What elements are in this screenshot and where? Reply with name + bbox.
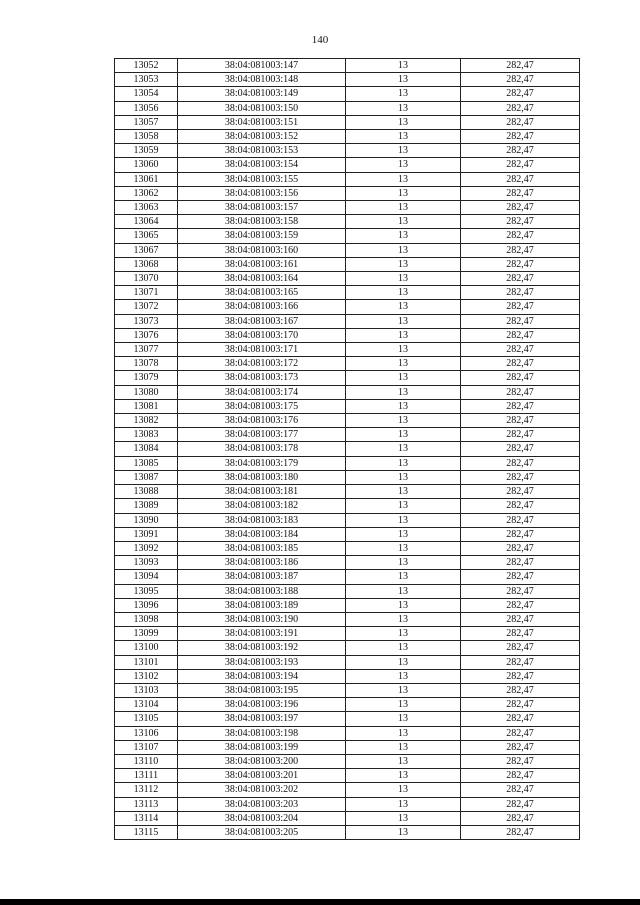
record-number-cell: 13092 <box>115 541 178 555</box>
zone-code-cell: 13 <box>346 442 461 456</box>
table-row <box>115 584 580 598</box>
zone-code-cell: 13 <box>346 825 461 839</box>
record-number-cell: 13087 <box>115 470 178 484</box>
cadastral-number-cell: 38:04:081003:151 <box>178 115 346 129</box>
zone-code-cell: 13 <box>346 59 461 73</box>
table-row <box>115 300 580 314</box>
cadastral-number-cell: 38:04:081003:155 <box>178 172 346 186</box>
table-row <box>115 726 580 740</box>
table-row <box>115 769 580 783</box>
cadastral-number-cell: 38:04:081003:187 <box>178 570 346 584</box>
record-number-cell: 13110 <box>115 754 178 768</box>
record-number-cell: 13081 <box>115 399 178 413</box>
area-cell: 282,47 <box>461 541 580 555</box>
area-cell: 282,47 <box>461 485 580 499</box>
cadastral-number-cell: 38:04:081003:173 <box>178 371 346 385</box>
area-cell: 282,47 <box>461 399 580 413</box>
record-number-cell: 13093 <box>115 556 178 570</box>
table-row <box>115 314 580 328</box>
record-number-cell: 13090 <box>115 513 178 527</box>
table-row <box>115 201 580 215</box>
area-cell: 282,47 <box>461 371 580 385</box>
cadastral-number-cell: 38:04:081003:204 <box>178 811 346 825</box>
table-row <box>115 598 580 612</box>
table-row <box>115 172 580 186</box>
record-number-cell: 13063 <box>115 201 178 215</box>
table-row <box>115 144 580 158</box>
cadastral-number-cell: 38:04:081003:175 <box>178 399 346 413</box>
zone-code-cell: 13 <box>346 769 461 783</box>
zone-code-cell: 13 <box>346 286 461 300</box>
zone-code-cell: 13 <box>346 811 461 825</box>
cadastral-table <box>114 58 580 840</box>
table-row <box>115 371 580 385</box>
record-number-cell: 13113 <box>115 797 178 811</box>
record-number-cell: 13096 <box>115 598 178 612</box>
record-number-cell: 13101 <box>115 655 178 669</box>
record-number-cell: 13091 <box>115 527 178 541</box>
table-row <box>115 527 580 541</box>
table-row <box>115 712 580 726</box>
area-cell: 282,47 <box>461 783 580 797</box>
zone-code-cell: 13 <box>346 229 461 243</box>
area-cell: 282,47 <box>461 683 580 697</box>
zone-code-cell: 13 <box>346 698 461 712</box>
cadastral-number-cell: 38:04:081003:172 <box>178 357 346 371</box>
cadastral-number-cell: 38:04:081003:196 <box>178 698 346 712</box>
table-row <box>115 470 580 484</box>
zone-code-cell: 13 <box>346 470 461 484</box>
cadastral-number-cell: 38:04:081003:194 <box>178 669 346 683</box>
record-number-cell: 13105 <box>115 712 178 726</box>
cadastral-number-cell: 38:04:081003:156 <box>178 186 346 200</box>
table-row <box>115 215 580 229</box>
cadastral-number-cell: 38:04:081003:159 <box>178 229 346 243</box>
zone-code-cell: 13 <box>346 73 461 87</box>
area-cell: 282,47 <box>461 201 580 215</box>
page-number: 140 <box>311 34 329 46</box>
cadastral-number-cell: 38:04:081003:202 <box>178 783 346 797</box>
cadastral-number-cell: 38:04:081003:193 <box>178 655 346 669</box>
area-cell: 282,47 <box>461 59 580 73</box>
cadastral-number-cell: 38:04:081003:148 <box>178 73 346 87</box>
table-row <box>115 570 580 584</box>
area-cell: 282,47 <box>461 286 580 300</box>
cadastral-number-cell: 38:04:081003:164 <box>178 272 346 286</box>
zone-code-cell: 13 <box>346 215 461 229</box>
zone-code-cell: 13 <box>346 428 461 442</box>
zone-code-cell: 13 <box>346 499 461 513</box>
record-number-cell: 13076 <box>115 328 178 342</box>
record-number-cell: 13088 <box>115 485 178 499</box>
area-cell: 282,47 <box>461 797 580 811</box>
cadastral-number-cell: 38:04:081003:161 <box>178 257 346 271</box>
zone-code-cell: 13 <box>346 726 461 740</box>
zone-code-cell: 13 <box>346 343 461 357</box>
zone-code-cell: 13 <box>346 754 461 768</box>
zone-code-cell: 13 <box>346 300 461 314</box>
zone-code-cell: 13 <box>346 328 461 342</box>
area-cell: 282,47 <box>461 825 580 839</box>
table-row <box>115 627 580 641</box>
record-number-cell: 13104 <box>115 698 178 712</box>
area-cell: 282,47 <box>461 769 580 783</box>
zone-code-cell: 13 <box>346 101 461 115</box>
cadastral-number-cell: 38:04:081003:191 <box>178 627 346 641</box>
table-row <box>115 513 580 527</box>
area-cell: 282,47 <box>461 641 580 655</box>
cadastral-number-cell: 38:04:081003:177 <box>178 428 346 442</box>
record-number-cell: 13103 <box>115 683 178 697</box>
zone-code-cell: 13 <box>346 385 461 399</box>
area-cell: 282,47 <box>461 87 580 101</box>
cadastral-number-cell: 38:04:081003:165 <box>178 286 346 300</box>
area-cell: 282,47 <box>461 698 580 712</box>
area-cell: 282,47 <box>461 754 580 768</box>
record-number-cell: 13064 <box>115 215 178 229</box>
zone-code-cell: 13 <box>346 172 461 186</box>
table-row <box>115 186 580 200</box>
zone-code-cell: 13 <box>346 158 461 172</box>
cadastral-number-cell: 38:04:081003:160 <box>178 243 346 257</box>
cadastral-number-cell: 38:04:081003:152 <box>178 130 346 144</box>
table-row <box>115 811 580 825</box>
record-number-cell: 13083 <box>115 428 178 442</box>
area-cell: 282,47 <box>461 527 580 541</box>
area-cell: 282,47 <box>461 470 580 484</box>
record-number-cell: 13073 <box>115 314 178 328</box>
cadastral-number-cell: 38:04:081003:188 <box>178 584 346 598</box>
area-cell: 282,47 <box>461 627 580 641</box>
area-cell: 282,47 <box>461 172 580 186</box>
area-cell: 282,47 <box>461 712 580 726</box>
table-row <box>115 754 580 768</box>
zone-code-cell: 13 <box>346 584 461 598</box>
cadastral-number-cell: 38:04:081003:166 <box>178 300 346 314</box>
record-number-cell: 13068 <box>115 257 178 271</box>
zone-code-cell: 13 <box>346 655 461 669</box>
area-cell: 282,47 <box>461 300 580 314</box>
zone-code-cell: 13 <box>346 243 461 257</box>
table-row <box>115 456 580 470</box>
zone-code-cell: 13 <box>346 712 461 726</box>
cadastral-number-cell: 38:04:081003:174 <box>178 385 346 399</box>
table-row <box>115 414 580 428</box>
record-number-cell: 13080 <box>115 385 178 399</box>
cadastral-number-cell: 38:04:081003:171 <box>178 343 346 357</box>
area-cell: 282,47 <box>461 158 580 172</box>
area-cell: 282,47 <box>461 513 580 527</box>
table-row <box>115 158 580 172</box>
record-number-cell: 13085 <box>115 456 178 470</box>
area-cell: 282,47 <box>461 442 580 456</box>
record-number-cell: 13052 <box>115 59 178 73</box>
record-number-cell: 13106 <box>115 726 178 740</box>
zone-code-cell: 13 <box>346 272 461 286</box>
record-number-cell: 13115 <box>115 825 178 839</box>
record-number-cell: 13079 <box>115 371 178 385</box>
table-row <box>115 229 580 243</box>
record-number-cell: 13111 <box>115 769 178 783</box>
record-number-cell: 13067 <box>115 243 178 257</box>
record-number-cell: 13061 <box>115 172 178 186</box>
zone-code-cell: 13 <box>346 414 461 428</box>
area-cell: 282,47 <box>461 343 580 357</box>
table-row <box>115 612 580 626</box>
record-number-cell: 13070 <box>115 272 178 286</box>
cadastral-number-cell: 38:04:081003:190 <box>178 612 346 626</box>
area-cell: 282,47 <box>461 584 580 598</box>
cadastral-number-cell: 38:04:081003:179 <box>178 456 346 470</box>
cadastral-number-cell: 38:04:081003:201 <box>178 769 346 783</box>
cadastral-number-cell: 38:04:081003:200 <box>178 754 346 768</box>
area-cell: 282,47 <box>461 428 580 442</box>
zone-code-cell: 13 <box>346 399 461 413</box>
zone-code-cell: 13 <box>346 669 461 683</box>
cadastral-number-cell: 38:04:081003:189 <box>178 598 346 612</box>
table-row <box>115 669 580 683</box>
zone-code-cell: 13 <box>346 556 461 570</box>
zone-code-cell: 13 <box>346 627 461 641</box>
cadastral-number-cell: 38:04:081003:158 <box>178 215 346 229</box>
record-number-cell: 13089 <box>115 499 178 513</box>
record-number-cell: 13098 <box>115 612 178 626</box>
zone-code-cell: 13 <box>346 186 461 200</box>
cadastral-number-cell: 38:04:081003:157 <box>178 201 346 215</box>
zone-code-cell: 13 <box>346 527 461 541</box>
area-cell: 282,47 <box>461 186 580 200</box>
table-body <box>115 59 580 840</box>
area-cell: 282,47 <box>461 811 580 825</box>
zone-code-cell: 13 <box>346 357 461 371</box>
cadastral-number-cell: 38:04:081003:184 <box>178 527 346 541</box>
table-row <box>115 101 580 115</box>
zone-code-cell: 13 <box>346 371 461 385</box>
table-row <box>115 272 580 286</box>
area-cell: 282,47 <box>461 726 580 740</box>
area-cell: 282,47 <box>461 314 580 328</box>
area-cell: 282,47 <box>461 215 580 229</box>
table-row <box>115 783 580 797</box>
zone-code-cell: 13 <box>346 130 461 144</box>
table-row <box>115 740 580 754</box>
cadastral-number-cell: 38:04:081003:195 <box>178 683 346 697</box>
record-number-cell: 13054 <box>115 87 178 101</box>
cadastral-number-cell: 38:04:081003:185 <box>178 541 346 555</box>
cadastral-number-cell: 38:04:081003:198 <box>178 726 346 740</box>
record-number-cell: 13057 <box>115 115 178 129</box>
table-row <box>115 797 580 811</box>
record-number-cell: 13095 <box>115 584 178 598</box>
table-row <box>115 485 580 499</box>
cadastral-number-cell: 38:04:081003:186 <box>178 556 346 570</box>
record-number-cell: 13077 <box>115 343 178 357</box>
record-number-cell: 13100 <box>115 641 178 655</box>
record-number-cell: 13099 <box>115 627 178 641</box>
table-row <box>115 655 580 669</box>
table-row <box>115 428 580 442</box>
cadastral-number-cell: 38:04:081003:205 <box>178 825 346 839</box>
record-number-cell: 13112 <box>115 783 178 797</box>
zone-code-cell: 13 <box>346 570 461 584</box>
area-cell: 282,47 <box>461 385 580 399</box>
cadastral-number-cell: 38:04:081003:147 <box>178 59 346 73</box>
record-number-cell: 13053 <box>115 73 178 87</box>
zone-code-cell: 13 <box>346 456 461 470</box>
area-cell: 282,47 <box>461 740 580 754</box>
area-cell: 282,47 <box>461 499 580 513</box>
zone-code-cell: 13 <box>346 641 461 655</box>
zone-code-cell: 13 <box>346 144 461 158</box>
zone-code-cell: 13 <box>346 513 461 527</box>
cadastral-number-cell: 38:04:081003:192 <box>178 641 346 655</box>
table-row <box>115 499 580 513</box>
record-number-cell: 13065 <box>115 229 178 243</box>
cadastral-number-cell: 38:04:081003:203 <box>178 797 346 811</box>
table-row <box>115 73 580 87</box>
cadastral-number-cell: 38:04:081003:149 <box>178 87 346 101</box>
table-row <box>115 556 580 570</box>
zone-code-cell: 13 <box>346 87 461 101</box>
area-cell: 282,47 <box>461 101 580 115</box>
area-cell: 282,47 <box>461 272 580 286</box>
area-cell: 282,47 <box>461 130 580 144</box>
area-cell: 282,47 <box>461 570 580 584</box>
record-number-cell: 13071 <box>115 286 178 300</box>
record-number-cell: 13060 <box>115 158 178 172</box>
record-number-cell: 13058 <box>115 130 178 144</box>
table-row <box>115 357 580 371</box>
table-row <box>115 683 580 697</box>
zone-code-cell: 13 <box>346 541 461 555</box>
table-row <box>115 87 580 101</box>
table-row <box>115 399 580 413</box>
table-row <box>115 641 580 655</box>
cadastral-number-cell: 38:04:081003:182 <box>178 499 346 513</box>
cadastral-number-cell: 38:04:081003:176 <box>178 414 346 428</box>
record-number-cell: 13078 <box>115 357 178 371</box>
record-number-cell: 13072 <box>115 300 178 314</box>
cadastral-number-cell: 38:04:081003:170 <box>178 328 346 342</box>
area-cell: 282,47 <box>461 414 580 428</box>
table-row <box>115 385 580 399</box>
cadastral-number-cell: 38:04:081003:150 <box>178 101 346 115</box>
page-bottom-edge <box>0 899 640 905</box>
record-number-cell: 13062 <box>115 186 178 200</box>
record-number-cell: 13114 <box>115 811 178 825</box>
table-row <box>115 442 580 456</box>
area-cell: 282,47 <box>461 357 580 371</box>
cadastral-number-cell: 38:04:081003:154 <box>178 158 346 172</box>
cadastral-number-cell: 38:04:081003:181 <box>178 485 346 499</box>
record-number-cell: 13102 <box>115 669 178 683</box>
area-cell: 282,47 <box>461 115 580 129</box>
cadastral-number-cell: 38:04:081003:183 <box>178 513 346 527</box>
zone-code-cell: 13 <box>346 612 461 626</box>
zone-code-cell: 13 <box>346 201 461 215</box>
cadastral-number-cell: 38:04:081003:153 <box>178 144 346 158</box>
zone-code-cell: 13 <box>346 485 461 499</box>
zone-code-cell: 13 <box>346 683 461 697</box>
area-cell: 282,47 <box>461 328 580 342</box>
zone-code-cell: 13 <box>346 115 461 129</box>
area-cell: 282,47 <box>461 669 580 683</box>
area-cell: 282,47 <box>461 655 580 669</box>
table-row <box>115 343 580 357</box>
record-number-cell: 13082 <box>115 414 178 428</box>
area-cell: 282,47 <box>461 243 580 257</box>
record-number-cell: 13059 <box>115 144 178 158</box>
cadastral-number-cell: 38:04:081003:199 <box>178 740 346 754</box>
area-cell: 282,47 <box>461 556 580 570</box>
table-row <box>115 825 580 839</box>
area-cell: 282,47 <box>461 257 580 271</box>
table-row <box>115 130 580 144</box>
table-row <box>115 115 580 129</box>
zone-code-cell: 13 <box>346 257 461 271</box>
table-row <box>115 698 580 712</box>
table-row <box>115 328 580 342</box>
area-cell: 282,47 <box>461 612 580 626</box>
zone-code-cell: 13 <box>346 783 461 797</box>
record-number-cell: 13084 <box>115 442 178 456</box>
record-number-cell: 13094 <box>115 570 178 584</box>
zone-code-cell: 13 <box>346 598 461 612</box>
table-row <box>115 243 580 257</box>
zone-code-cell: 13 <box>346 797 461 811</box>
area-cell: 282,47 <box>461 229 580 243</box>
area-cell: 282,47 <box>461 598 580 612</box>
table-row <box>115 541 580 555</box>
cadastral-number-cell: 38:04:081003:167 <box>178 314 346 328</box>
cadastral-number-cell: 38:04:081003:180 <box>178 470 346 484</box>
table-row <box>115 257 580 271</box>
area-cell: 282,47 <box>461 73 580 87</box>
record-number-cell: 13107 <box>115 740 178 754</box>
zone-code-cell: 13 <box>346 314 461 328</box>
area-cell: 282,47 <box>461 456 580 470</box>
cadastral-number-cell: 38:04:081003:197 <box>178 712 346 726</box>
record-number-cell: 13056 <box>115 101 178 115</box>
table-row <box>115 286 580 300</box>
area-cell: 282,47 <box>461 144 580 158</box>
cadastral-number-cell: 38:04:081003:178 <box>178 442 346 456</box>
table-row <box>115 59 580 73</box>
zone-code-cell: 13 <box>346 740 461 754</box>
